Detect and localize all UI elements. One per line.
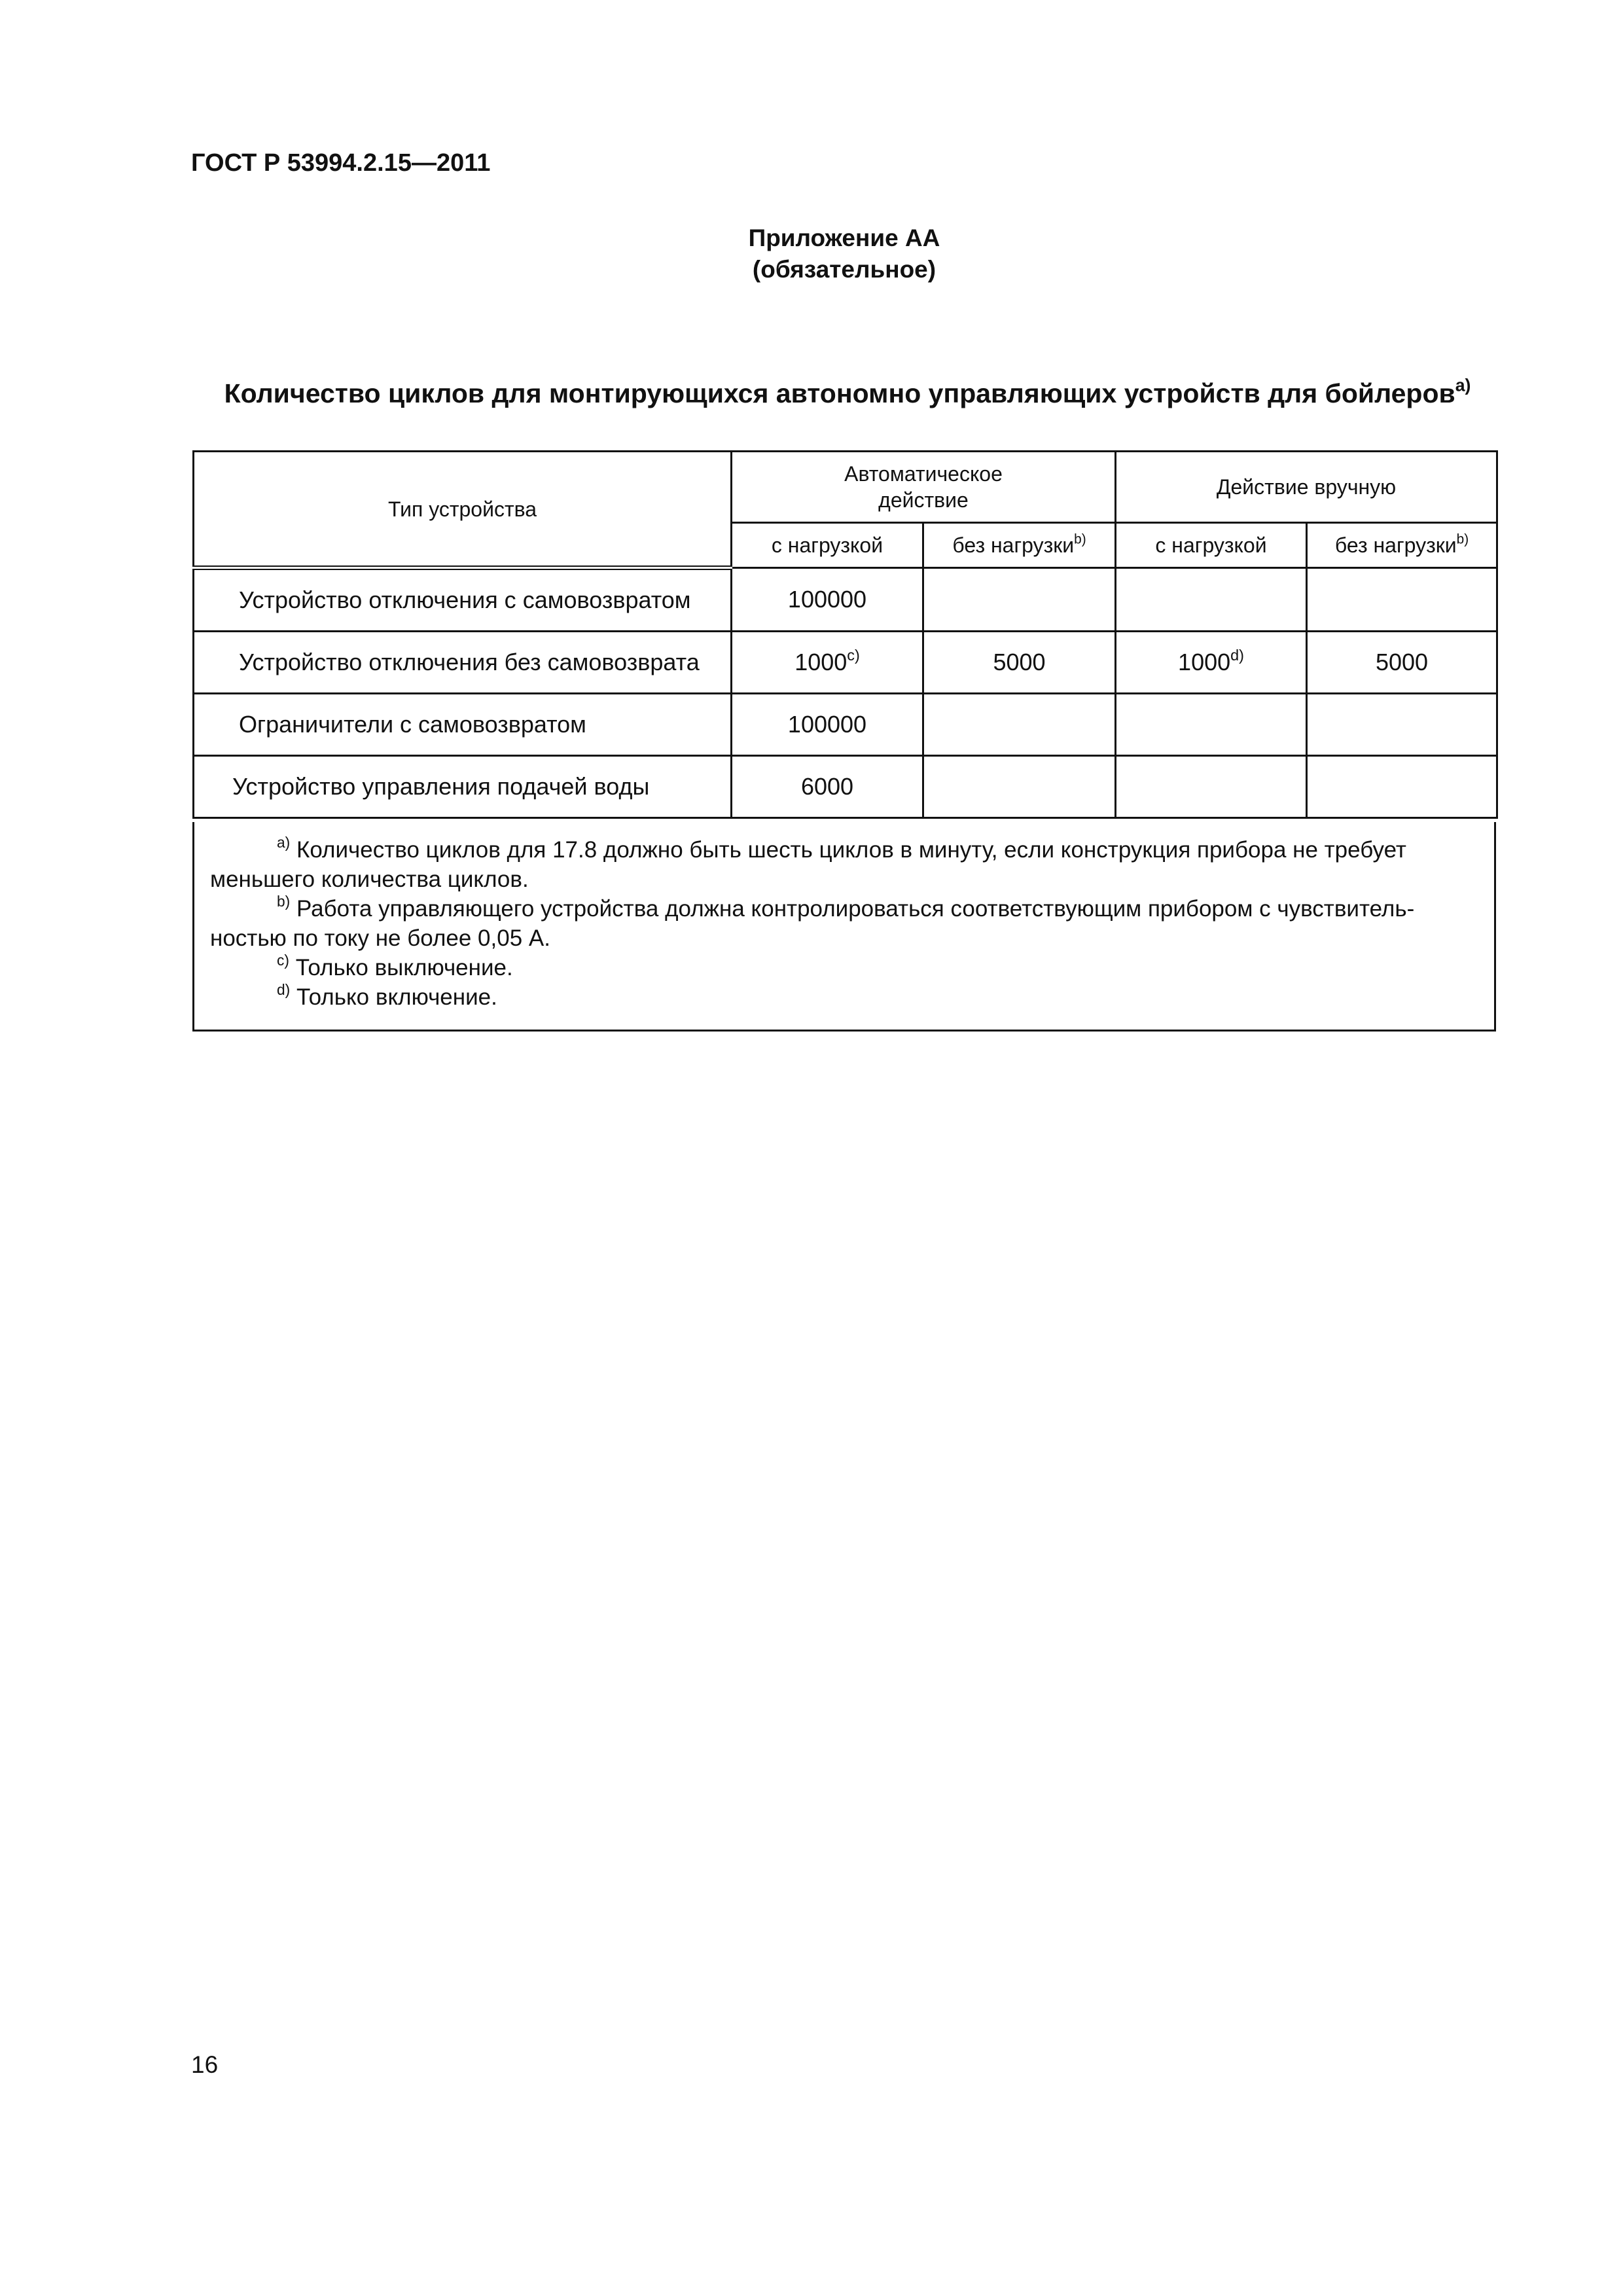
annex-title: Приложение АА xyxy=(748,224,940,251)
auto-with-load-cell xyxy=(732,694,923,756)
cell-value: 100000 xyxy=(787,711,867,738)
annex-heading xyxy=(746,223,942,285)
table-row xyxy=(194,756,1497,818)
footnote-d xyxy=(277,982,497,1012)
auto-with-load-cell xyxy=(732,632,923,694)
auto-with-load-cell xyxy=(732,756,923,818)
subheader-auto-no-load xyxy=(923,523,1116,568)
subheader-auto-no-load-label: без нагрузки xyxy=(952,533,1075,557)
table-footnotes xyxy=(192,822,1496,1031)
cell-value: 1000 xyxy=(794,649,847,675)
footnote-text: Только включение. xyxy=(296,984,497,1010)
cycles-table xyxy=(192,450,1498,819)
footnote-a-continued: меньшего количества циклов. xyxy=(210,867,529,892)
device-type-cell: Ограничители с самовозвратом xyxy=(194,694,732,756)
footnote-text: Только выключение. xyxy=(295,955,513,980)
footnote-mark: d) xyxy=(1230,646,1244,664)
cell-value: 100000 xyxy=(787,586,867,613)
footnote-mark: b) xyxy=(277,893,291,910)
subheader-manual-no-load-label: без нагрузки xyxy=(1334,533,1457,557)
footnote-mark: c) xyxy=(847,646,860,664)
subheader-manual-with-load: с нагрузкой xyxy=(1116,523,1307,568)
document-id: ГОСТ Р 53994.2.15—2011 xyxy=(191,149,491,177)
table-title xyxy=(190,375,1505,409)
manual-with-load-cell xyxy=(1116,632,1307,694)
device-type-cell: Устройство отключения с самовозвратом xyxy=(194,568,732,632)
auto-no-load-cell xyxy=(923,694,1116,756)
auto-no-load-cell xyxy=(923,756,1116,818)
device-type-cell: Устройство отключения без самовозврата xyxy=(194,632,732,694)
annex-status: (обязательное) xyxy=(752,256,936,283)
footnote-mark: d) xyxy=(277,981,291,999)
manual-no-load-cell xyxy=(1307,694,1497,756)
auto-no-load-cell xyxy=(923,568,1116,632)
subheader-manual-no-load xyxy=(1307,523,1497,568)
header-automatic-action-label: Автоматическое действие xyxy=(844,462,1003,512)
footnote-text: Количество циклов для 17.8 должно быть шесть циклов в минуту, если конструкция прибора не требует xyxy=(296,837,1406,863)
cell-value: 1000 xyxy=(1178,649,1231,675)
footnote-mark: a) xyxy=(277,834,291,852)
manual-with-load-cell xyxy=(1116,756,1307,818)
header-device-type: Тип устройства xyxy=(194,452,732,568)
auto-with-load-cell xyxy=(732,568,923,632)
page-number: 16 xyxy=(191,2051,219,2078)
footnote-mark: b) xyxy=(1456,531,1469,547)
manual-with-load-cell xyxy=(1116,694,1307,756)
header-manual-action: Действие вручную xyxy=(1116,452,1497,523)
table-header-row xyxy=(194,452,1497,523)
cell-value: 6000 xyxy=(800,773,854,800)
auto-no-load-cell: 5000 xyxy=(923,632,1116,694)
footnote-b-continued: ностью по току не более 0,05 А. xyxy=(210,925,550,951)
manual-no-load-cell xyxy=(1307,568,1497,632)
subheader-auto-with-load: с нагрузкой xyxy=(732,523,923,568)
footnote-mark: b) xyxy=(1074,531,1086,547)
table-row xyxy=(194,632,1497,694)
device-type-cell: Устройство управления подачей воды xyxy=(194,756,732,818)
footnote-mark: c) xyxy=(277,952,289,969)
footnote-text: Работа управляющего устройства должна контролироваться соответствующим прибором с чувствитель- xyxy=(296,896,1415,922)
footnote-c xyxy=(277,953,513,982)
header-automatic-action xyxy=(732,452,1116,523)
manual-no-load-cell xyxy=(1307,756,1497,818)
manual-no-load-cell: 5000 xyxy=(1307,632,1497,694)
table-title-text: Количество циклов для монтирующихся автономно управляющих устройств для бойлеров xyxy=(224,378,1455,408)
manual-with-load-cell xyxy=(1116,568,1307,632)
footnote-a xyxy=(277,835,1406,865)
table-title-footnote-mark: a) xyxy=(1455,375,1471,395)
table-row xyxy=(194,694,1497,756)
footnote-b xyxy=(277,894,1414,924)
table-row xyxy=(194,568,1497,632)
